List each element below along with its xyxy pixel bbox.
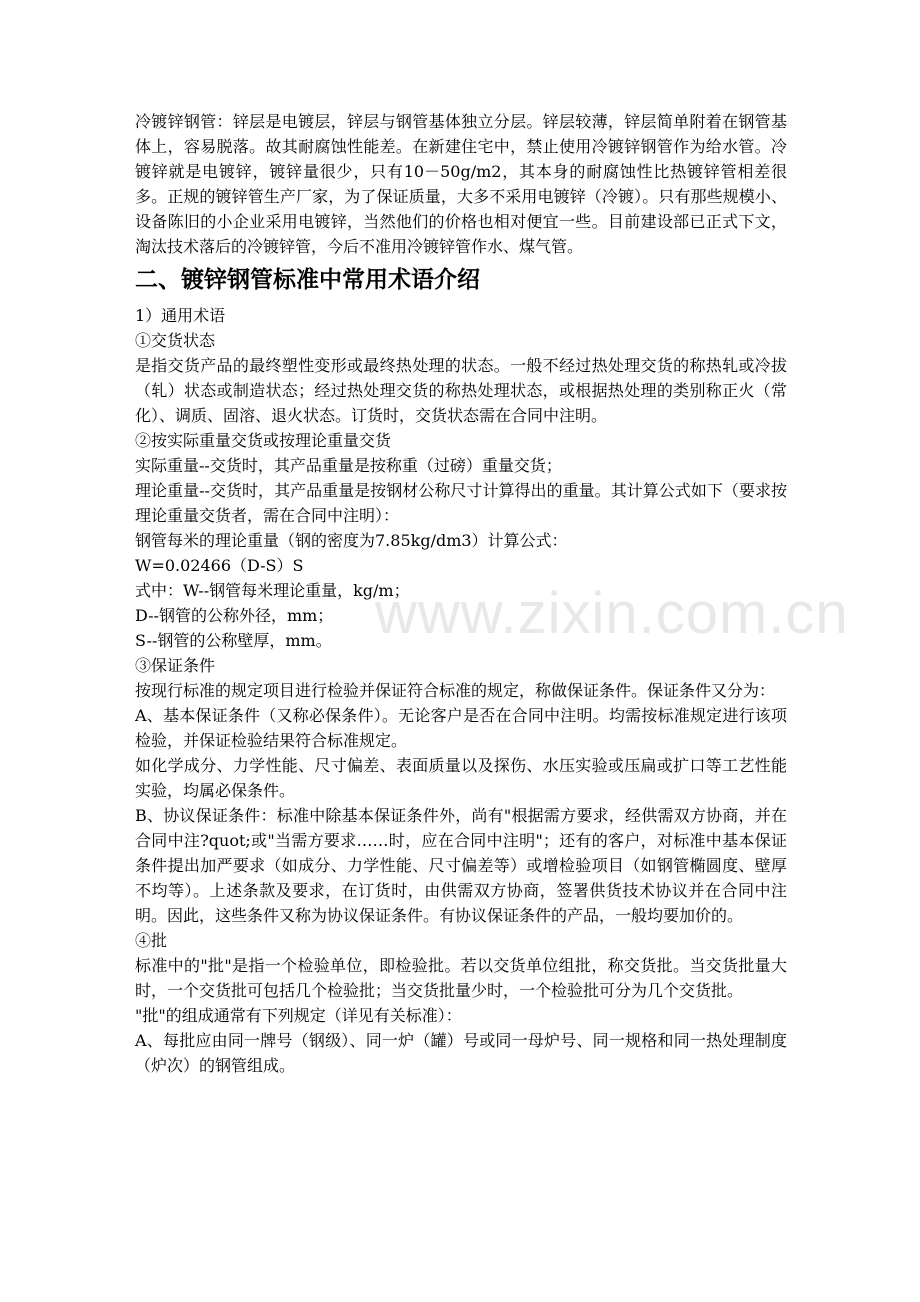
- term-guarantee-a-examples: 如化学成分、力学性能、尺寸偏差、表面质量以及探伤、水压实验或压扁或扩口等工艺性能实验，均属必保条件。: [135, 756, 787, 800]
- term-weight-theory: 理论重量--交货时，其产品重量是按钢材公称尺寸计算得出的重量。其计算公式如下（要求按理论重量交货者，需在合同中注明）：: [135, 481, 787, 525]
- term-delivery-state-body: 是指交货产品的最终塑性变形或最终热处理的状态。一般不经过热处理交货的称热轧或冷拔（轧）状态或制造状态；经过热处理交货的称热处理状态，或根据热处理的类别称正火（常化）、调质、固溶、退火状态。订货时，交货状态需在合同中注明。: [135, 356, 787, 425]
- term-weight-actual: 实际重量--交货时，其产品重量是按称重（过磅）重量交货；: [135, 456, 562, 475]
- term-batch-a: A、每批应由同一牌号（钢级）、同一炉（罐）号或同一母炉号、同一规格和同一热处理制度（炉次）的钢管组成。: [135, 1031, 787, 1075]
- subheading-general-terms: 1）通用术语: [135, 306, 226, 325]
- term-weight-title: ②按实际重量交货或按理论重量交货: [135, 431, 392, 450]
- watermark: www.zixin.com.cn: [375, 581, 849, 646]
- term-guarantee-body: 按现行标准的规定项目进行检验并保证符合标准的规定，称做保证条件。保证条件又分为：: [135, 681, 776, 700]
- formula: W=0.02466（D-S）S: [135, 556, 304, 575]
- document-body: [135, 109, 787, 1078]
- formula-d: D--钢管的公称外径，mm；: [135, 606, 334, 625]
- formula-intro: 钢管每米的理论重量（钢的密度为7.85kg/dm3）计算公式：: [135, 531, 568, 550]
- term-guarantee-a: A、基本保证条件（又称必保条件）。无论客户是否在合同中注明。均需按标准规定进行该项检验，并保证检验结果符合标准规定。: [135, 706, 787, 750]
- term-batch-body: 标准中的"批"是指一个检验单位，即检验批。若以交货单位组批，称交货批。当交货批量大时，一个交货批可包括几个检验批；当交货批量少时，一个检验批可分为几个交货批。: [135, 956, 787, 1000]
- formula-s: S--钢管的公称壁厚，mm。: [135, 631, 332, 650]
- section-heading: 二、镀锌钢管标准中常用术语介绍: [135, 267, 480, 293]
- term-delivery-state-title: ①交货状态: [135, 331, 216, 350]
- paragraph-cold-galvanized: 冷镀锌钢管：锌层是电镀层，锌层与钢管基体独立分层。锌层较薄，锌层简单附着在钢管基体上，容易脱落。故其耐腐蚀性能差。在新建住宅中，禁止使用冷镀锌钢管作为给水管。冷镀锌就是电镀锌，镀锌量很少，只有10－50g/m2，其本身的耐腐蚀性比热镀锌管相差很多。正规的镀锌管生产厂家，为了保证质量，大多不采用电镀锌（冷镀）。只有那些规模小、设备陈旧的小企业采用电镀锌，当然他们的价格也相对便宜一些。目前建设部已正式下文，淘汰技术落后的冷镀锌管，今后不准用冷镀锌管作水、煤气管。: [135, 112, 787, 256]
- term-guarantee-title: ③保证条件: [135, 656, 216, 675]
- term-guarantee-b: B、协议保证条件：标准中除基本保证条件外，尚有"根据需方要求，经供需双方协商，并在合同中注?quot;或"当需方要求……时，应在合同中注明"；还有的客户，对标准中基本保证条件提出加严要求（如成分、力学性能、尺寸偏差等）或增检验项目（如钢管椭圆度、壁厚不均等）。上述条款及要求，在订货时，由供需双方协商，签署供货技术协议并在合同中注明。因此，这些条件又称为协议保证条件。有协议保证条件的产品，一般均要加价的。: [135, 806, 787, 925]
- term-batch-title: ④批: [135, 931, 168, 950]
- term-batch-rule: "批"的组成通常有下列规定（详见有关标准）：: [135, 1006, 462, 1025]
- formula-w: 式中：W--钢管每米理论重量，kg/m；: [135, 581, 410, 600]
